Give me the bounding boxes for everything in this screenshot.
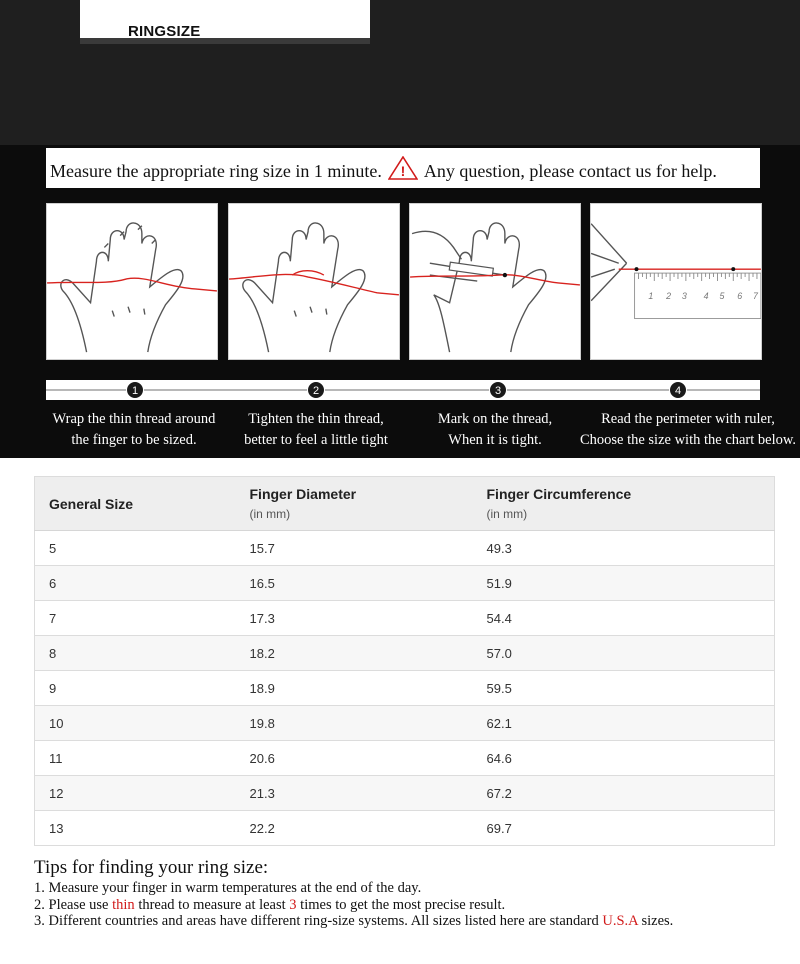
tip-2-highlight-count: 3 <box>289 896 297 913</box>
table-row <box>35 531 775 566</box>
diameter-cell: 17.3 <box>236 601 473 636</box>
tip-2-text: thread to measure at least <box>134 896 290 913</box>
size-cell: 12 <box>35 776 236 811</box>
step-4-caption <box>570 409 800 451</box>
step-caption-line: better to feel a little tight <box>244 432 388 448</box>
table-row <box>35 601 775 636</box>
title-box <box>80 0 370 44</box>
tip-3-highlight-usa: U.S.A <box>602 913 638 929</box>
tip-3-text: 3. Different countries and areas have different ring-size systems. All sizes listed here are standard <box>34 913 603 929</box>
warning-icon <box>388 156 418 180</box>
circumference-cell: 69.7 <box>473 811 775 846</box>
table-row <box>35 566 775 601</box>
circumference-cell: 57.0 <box>473 636 775 671</box>
step-caption-line: Mark on the thread, <box>437 411 553 427</box>
ruler-number: 2 <box>666 290 672 301</box>
step-caption-line: the finger to be sized. <box>71 432 197 448</box>
header-general-size <box>35 477 236 531</box>
ruler-number: 1 <box>648 290 654 301</box>
circumference-cell: 62.1 <box>473 706 775 741</box>
header-finger-diameter-label: Finger Diameter <box>249 486 357 502</box>
ruler-measure-icon <box>591 204 761 359</box>
tip-2 <box>34 897 673 914</box>
tips-title: Tips for finding your ring size: <box>34 857 269 878</box>
circumference-cell: 51.9 <box>473 566 775 601</box>
table-row <box>35 776 775 811</box>
instruction-text-main: Measure the appropriate ring size in 1 minute. <box>50 161 382 181</box>
step-number-1: 1 <box>126 381 144 399</box>
header-finger-diameter-unit: (in mm) <box>249 507 291 521</box>
hand-thread-wrap-icon <box>47 204 217 359</box>
step-4-illustration <box>590 203 762 360</box>
step-1-caption <box>34 409 234 451</box>
tip-1: 1. Measure your finger in warm temperatures at the end of the day. <box>34 880 422 896</box>
size-cell: 9 <box>35 671 236 706</box>
header-finger-circumference-unit: (in mm) <box>486 507 528 521</box>
diameter-cell: 20.6 <box>236 741 473 776</box>
header-finger-circumference <box>473 477 775 531</box>
diameter-cell: 18.2 <box>236 636 473 671</box>
diameter-cell: 19.8 <box>236 706 473 741</box>
ruler-number: 4 <box>703 290 709 301</box>
step-caption-line: Wrap the thin thread around <box>52 411 216 427</box>
table-row <box>35 706 775 741</box>
table-row <box>35 811 775 846</box>
step-caption-line: Choose the size with the chart below. <box>579 432 797 448</box>
step-number-2: 2 <box>307 381 325 399</box>
instruction-strip <box>46 148 760 188</box>
circumference-cell: 59.5 <box>473 671 775 706</box>
header-finger-diameter <box>236 477 473 531</box>
table-row <box>35 671 775 706</box>
ring-size-table <box>34 476 775 846</box>
circumference-cell: 54.4 <box>473 601 775 636</box>
step-2-illustration <box>228 203 400 360</box>
ruler-number: 6 <box>737 290 743 301</box>
size-cell: 13 <box>35 811 236 846</box>
ruler-number: 7 <box>753 290 758 301</box>
tip-2-highlight-thin: thin <box>112 896 135 913</box>
diameter-cell: 16.5 <box>236 566 473 601</box>
size-cell: 6 <box>35 566 236 601</box>
warning-mark: ! <box>401 163 406 179</box>
ruler-number: 5 <box>719 290 725 301</box>
instruction-text <box>50 156 717 182</box>
diameter-cell: 15.7 <box>236 531 473 566</box>
tip-3 <box>34 913 673 930</box>
diameter-cell: 21.3 <box>236 776 473 811</box>
step-3-illustration <box>409 203 581 360</box>
size-cell: 7 <box>35 601 236 636</box>
size-cell: 11 <box>35 741 236 776</box>
step-2-caption <box>216 409 416 451</box>
table-header-row <box>35 477 775 531</box>
instruction-text-contact: Any question, please contact us for help. <box>423 161 717 181</box>
tips-section <box>34 856 673 930</box>
step-number-4: 4 <box>669 381 687 399</box>
step-caption-line: Read the perimeter with ruler, <box>601 411 775 427</box>
tip-2-text: times to get the most precise result. <box>296 896 506 913</box>
diameter-cell: 22.2 <box>236 811 473 846</box>
page-title: RINGSIZE <box>128 23 201 40</box>
step-caption-line: Tighten the thin thread, <box>248 411 384 427</box>
circumference-cell: 67.2 <box>473 776 775 811</box>
header-general-size-label: General Size <box>49 495 134 512</box>
size-cell: 10 <box>35 706 236 741</box>
step-1-illustration <box>46 203 218 360</box>
step-number-3: 3 <box>489 381 507 399</box>
ruler-number: 3 <box>681 290 687 301</box>
table-row <box>35 636 775 671</box>
size-cell: 5 <box>35 531 236 566</box>
circumference-cell: 64.6 <box>473 741 775 776</box>
step-caption-line: When it is tight. <box>448 432 542 448</box>
circumference-cell: 49.3 <box>473 531 775 566</box>
diameter-cell: 18.9 <box>236 671 473 706</box>
step-progress-line <box>46 389 760 391</box>
tip-2-text: 2. Please use <box>34 896 113 913</box>
table-row <box>35 741 775 776</box>
header-finger-circumference-label: Finger Circumference <box>486 486 632 502</box>
step-progress-strip <box>46 380 760 400</box>
hand-mark-thread-icon <box>410 204 580 359</box>
tip-3-text: sizes. <box>637 913 674 929</box>
hand-thread-tighten-icon <box>229 204 399 359</box>
size-cell: 8 <box>35 636 236 671</box>
step-3-caption <box>395 409 595 451</box>
